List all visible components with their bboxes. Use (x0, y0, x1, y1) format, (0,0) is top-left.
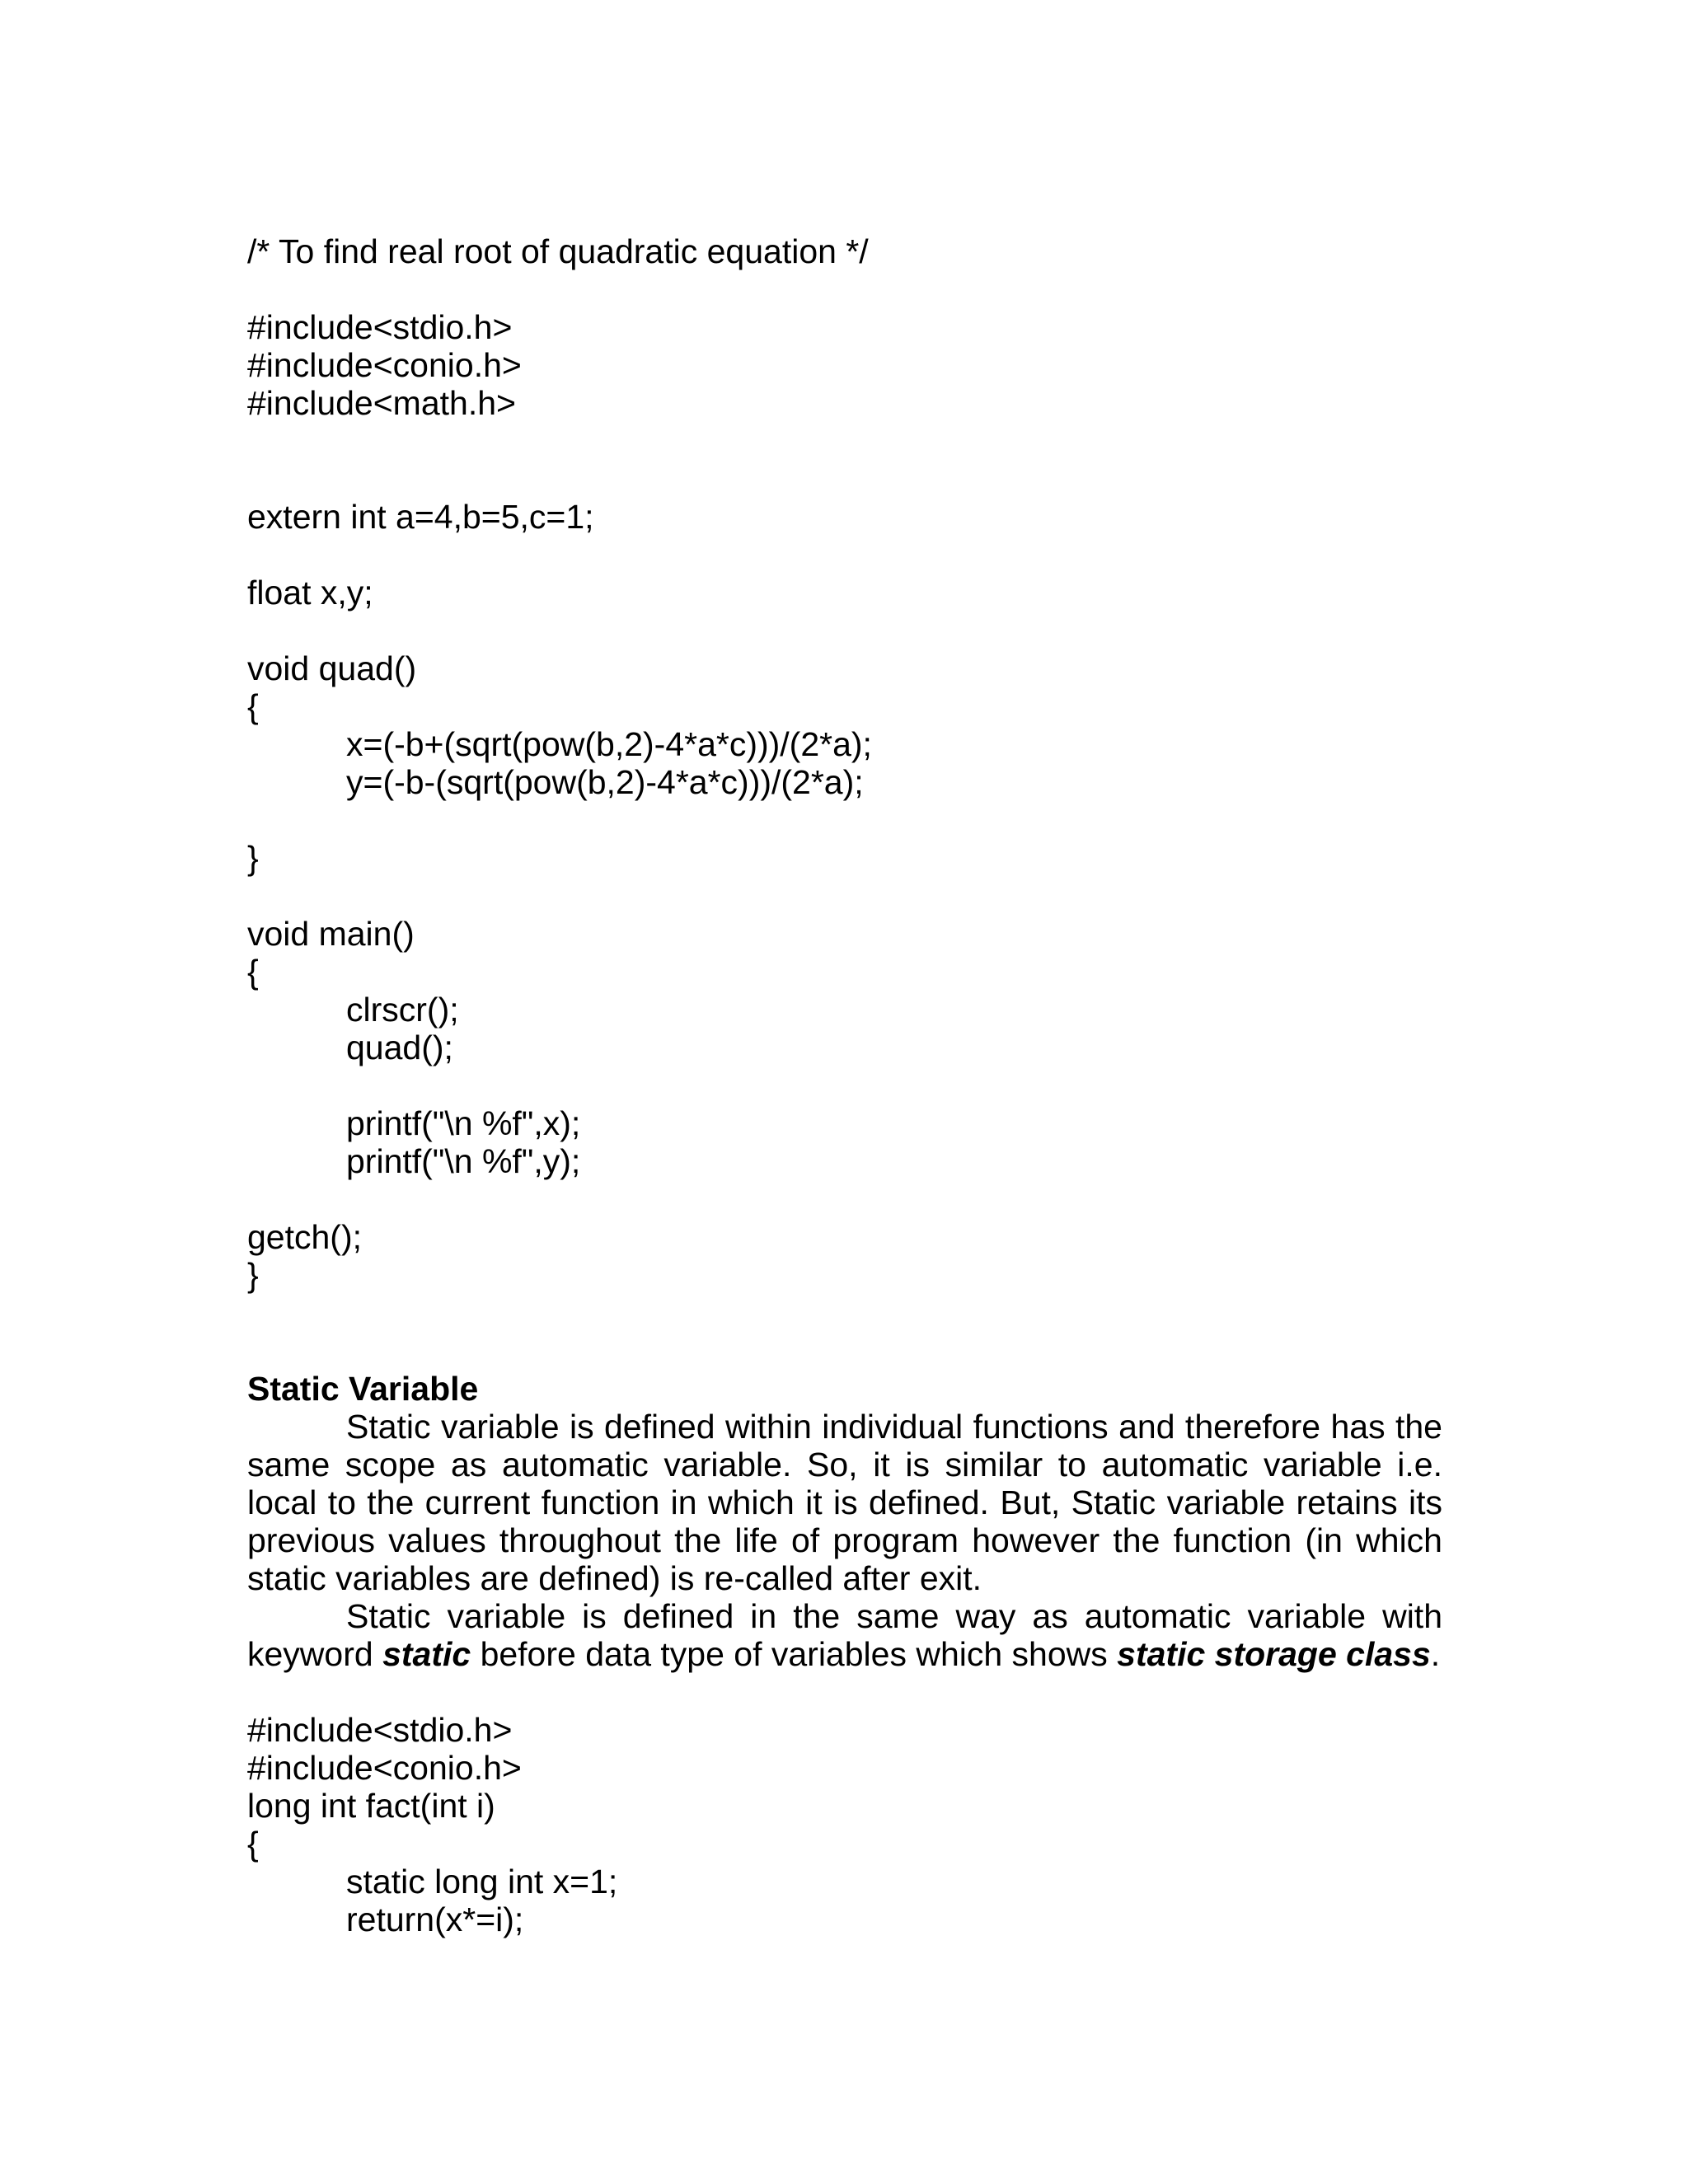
open-brace: { (247, 687, 259, 725)
close-brace: } (247, 1256, 259, 1294)
paragraph-text: . (1430, 1635, 1441, 1673)
code-line: x=(-b+(sqrt(pow(b,2)-4*a*c)))/(2*a); (346, 725, 872, 763)
code-line: return(x*=i); (346, 1900, 524, 1938)
include-line: #include<stdio.h> (247, 1711, 513, 1749)
paragraph: Static variable is defined within individual functions and therefore has the same scope as automatic variable. So, it is similar to automatic variable i.e. local to the current function in which it is defined. But, Static variable retains its previous values throughout the life of program however the function (in which static variables are defined) is re-called after exit. (247, 1408, 1442, 1597)
code-line: getch(); (247, 1218, 362, 1256)
keyword-emphasis: static storage class (1117, 1635, 1431, 1673)
open-brace: { (247, 953, 259, 991)
include-line: #include<math.h> (247, 384, 516, 422)
document-page (247, 232, 1442, 1938)
paragraph (247, 1597, 1442, 1673)
include-line: #include<conio.h> (247, 346, 522, 384)
paragraph-text: before data type of variables which shows (471, 1635, 1118, 1673)
quad-signature: void quad() (247, 649, 417, 687)
fact-signature: long int fact(int i) (247, 1787, 495, 1825)
code-line: y=(-b-(sqrt(pow(b,2)-4*a*c)))/(2*a); (346, 763, 864, 801)
code-line: printf("\n %f",y); (346, 1142, 581, 1180)
close-brace: } (247, 839, 259, 877)
keyword-emphasis: static (382, 1635, 471, 1673)
main-signature: void main() (247, 915, 415, 953)
include-line: #include<conio.h> (247, 1749, 522, 1787)
open-brace: { (247, 1825, 259, 1863)
code-line: quad(); (346, 1029, 453, 1066)
extern-declaration: extern int a=4,b=5,c=1; (247, 498, 594, 536)
code-line: printf("\n %f",x); (346, 1104, 581, 1142)
code-line: clrscr(); (346, 991, 459, 1029)
section-heading: Static Variable (247, 1370, 479, 1408)
code-comment: /* To find real root of quadratic equation */ (247, 232, 869, 270)
include-line: #include<stdio.h> (247, 308, 513, 346)
float-declaration: float x,y; (247, 574, 373, 612)
paragraph-text: Static variable is defined in the same way as automatic variable with keyword (247, 1597, 1442, 1673)
code-line: static long int x=1; (346, 1863, 618, 1900)
